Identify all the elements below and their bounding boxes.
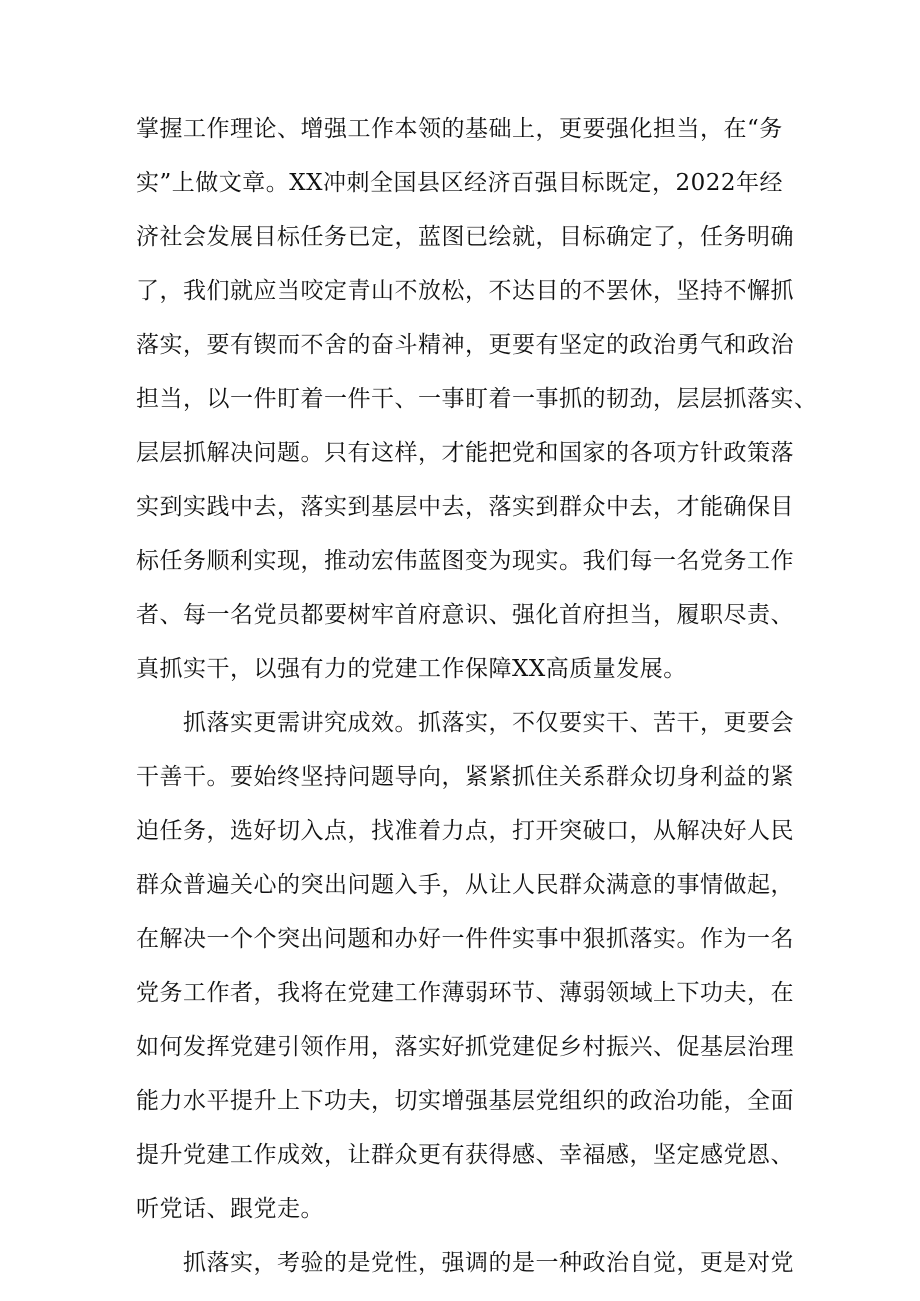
text-line: 迫任务，选好切入点，找准着力点，打开突破口，从解决好人民 — [136, 818, 794, 844]
text-line: 提升党建工作成效，让群众更有获得感、幸福感，坚定感党恩、 — [136, 1142, 794, 1168]
text-line: 层层抓解决问题。只有这样，才能把党和国家的各项方针政策落 — [136, 440, 794, 466]
text-line: 实到实践中去，落实到基层中去，落实到群众中去，才能确保目 — [136, 494, 794, 520]
text-line: 党务工作者，我将在党建工作薄弱环节、薄弱领域上下功夫，在 — [136, 980, 794, 1006]
text-line: 真抓实干，以强有力的党建工作保障XX高质量发展。 — [136, 656, 687, 682]
text-line: 掌握工作理论、增强工作本领的基础上，更要强化担当，在“务 — [136, 116, 783, 142]
text-line: 落实，要有锲而不舍的奋斗精神，更要有坚定的政治勇气和政治 — [136, 332, 794, 358]
text-line: 在解决一个个突出问题和办好一件件实事中狠抓落实。作为一名 — [136, 926, 794, 952]
text-line: 群众普遍关心的突出问题入手，从让人民群众满意的事情做起， — [136, 872, 794, 898]
text-line: 能力水平提升上下功夫，切实增强基层党组织的政治功能，全面 — [136, 1088, 794, 1114]
paragraph-first-line: 抓落实更需讲究成效。抓落实，不仅要实干、苦干，更要会 — [183, 710, 794, 736]
text-line: 如何发挥党建引领作用，落实好抓党建促乡村振兴、促基层治理 — [136, 1034, 794, 1060]
text-line: 济社会发展目标任务已定，蓝图已绘就，目标确定了，任务明确 — [136, 224, 794, 250]
text-line: 实”上做文章。XX冲刺全国县区经济百强目标既定，2022年经 — [136, 170, 784, 196]
text-line: 标任务顺利实现，推动宏伟蓝图变为现实。我们每一名党务工作 — [136, 548, 794, 574]
text-line: 担当，以一件盯着一件干、一事盯着一事抓的韧劲，层层抓落实、 — [136, 386, 818, 412]
text-line: 了，我们就应当咬定青山不放松，不达目的不罢休，坚持不懈抓 — [136, 278, 794, 304]
text-line: 者、每一名党员都要树牢首府意识、强化首府担当，履职尽责、 — [136, 602, 794, 628]
text-line: 听党话、跟党走。 — [136, 1196, 324, 1222]
paragraph-first-line: 抓落实，考验的是党性，强调的是一种政治自觉，更是对党 — [183, 1250, 794, 1276]
text-line: 干善干。要始终坚持问题导向，紧紧抓住关系群众切身利益的紧 — [136, 764, 794, 790]
